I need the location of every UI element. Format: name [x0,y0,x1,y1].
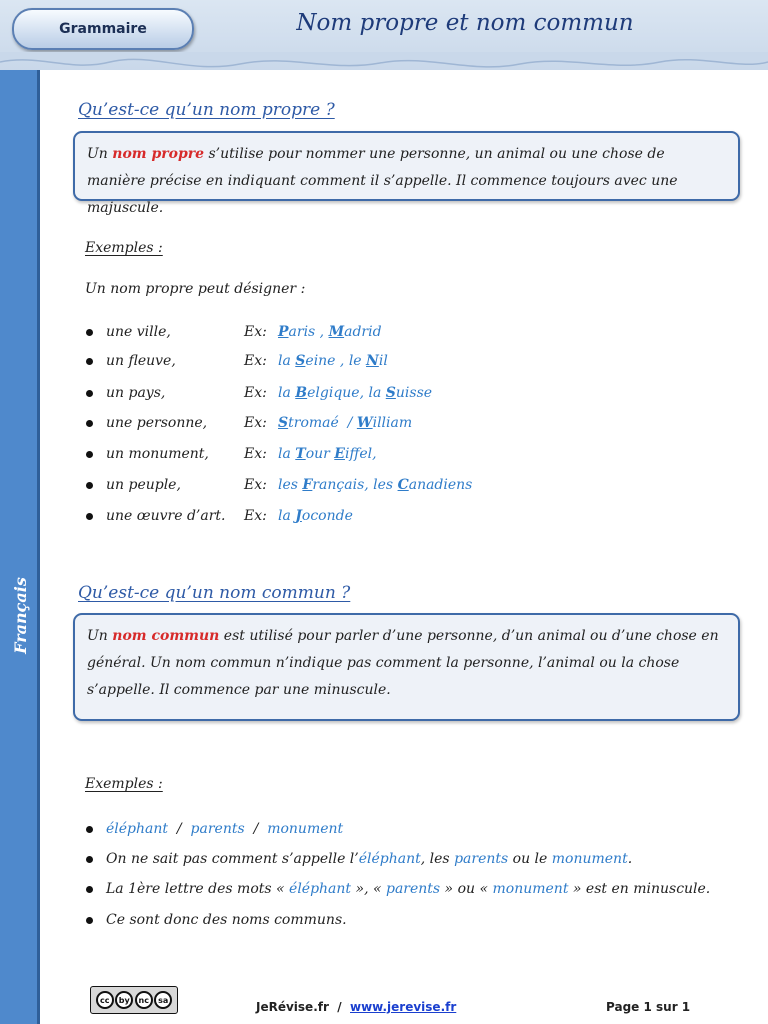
example-value: la Tour Eiffel, [278,446,377,462]
bullet-icon [86,329,93,336]
example-prefix: Ex: [244,353,267,369]
list-item [86,878,710,900]
example-category: un pays, [106,385,166,401]
example-prefix: Ex: [244,477,267,493]
text-segment: , les [420,851,455,867]
list-item [86,818,343,840]
example-value: Stromaé / William [278,415,413,431]
site-link[interactable]: www.jerevise.fr [350,1000,457,1014]
example-word: éléphant [358,851,421,867]
list-item [86,382,432,404]
example-word: parents [454,851,509,867]
example-prefix: Ex: [244,324,267,340]
text-segment: », « [351,881,386,897]
example-word: parents [190,821,245,837]
header-wave-decoration [0,52,768,82]
example-value: les Français, les Canadiens [278,477,473,493]
text-segment: / [168,821,191,837]
bullet-icon [86,451,93,458]
by-icon: by [115,991,133,1009]
example-word: monument [267,821,344,837]
example-category: une œuvre d’art. [106,508,226,524]
example-value: Paris , Madrid [278,324,382,340]
subject-sidebar [0,70,40,1024]
example-word: éléphant [289,881,352,897]
page-number: Page 1 sur 1 [606,1000,691,1014]
creative-commons-badge [90,986,178,1014]
bullet-icon [86,513,93,520]
examples-label: Exemples : [85,776,163,792]
highlight-term: nom commun [112,628,220,644]
text-segment: ou le [508,851,552,867]
list-item [86,350,388,372]
text-segment: Ce sont donc des noms communs. [106,912,347,928]
sidebar-label: Français [10,576,30,654]
list-item [86,474,472,496]
bullet-icon [86,420,93,427]
example-prefix: Ex: [244,508,267,524]
text-segment: / [244,821,268,837]
example-word: parents [385,881,441,897]
text-segment: » est en minuscule. [568,881,711,897]
definition-box-nom-commun: Un nom commun est utilisé pour parler d’une personne, d’un animal ou d’une chose en général. Un nom commun n’indique pas comment la personne, l’animal ou la chose s’appelle. Il commence par une minuscule. [73,613,740,721]
text-segment: La 1ère lettre des mots « [106,881,290,897]
example-category: une ville, [106,324,171,340]
example-word: éléphant [106,821,169,837]
example-category: un peuple, [106,477,181,493]
example-category: une personne, [106,415,208,431]
example-prefix: Ex: [244,385,267,401]
bullet-icon [86,358,93,365]
example-word: monument [551,851,628,867]
example-value: la Joconde [278,508,353,524]
example-value: la Seine , le Nil [278,353,388,369]
highlight-term: nom propre [112,146,205,162]
text-segment: . [627,851,633,867]
list-item [86,443,377,465]
sa-icon: sa [154,991,172,1009]
nc-icon: nc [135,991,153,1009]
list-item [86,321,382,343]
examples-label: Exemples : [85,240,163,256]
bullet-icon [86,856,93,863]
bullet-icon [86,482,93,489]
example-category: un fleuve, [106,353,176,369]
examples-intro: Un nom propre peut désigner : [85,281,306,297]
text-segment: » ou « [440,881,493,897]
bullet-icon [86,390,93,397]
list-item [86,505,353,527]
section-heading-nom-commun: Qu’est-ce qu’un nom commun ? [78,583,351,603]
example-word: monument [492,881,569,897]
definition-box-nom-propre: Un nom propre s’utilise pour nommer une personne, un animal ou une chose de manière précise en indiquant comment il s’appelle. Il commence toujours avec une majuscule. [73,131,740,201]
example-value: la Belgique, la Suisse [278,385,433,401]
example-prefix: Ex: [244,446,267,462]
bullet-icon [86,917,93,924]
list-item [86,848,632,870]
cc-icon: cc [96,991,114,1009]
document-title: Nom propre et nom commun [296,10,634,36]
list-item [86,412,412,434]
footer-site: JeRévise.fr / www.jerevise.fr [256,1000,457,1014]
subject-badge: Grammaire [12,8,194,50]
example-category: un monument, [106,446,209,462]
list-item [86,909,347,931]
example-prefix: Ex: [244,415,267,431]
bullet-icon [86,886,93,893]
section-heading-nom-propre: Qu’est-ce qu’un nom propre ? [78,100,335,120]
text-segment: On ne sait pas comment s’appelle l’ [106,851,359,867]
bullet-icon [86,826,93,833]
